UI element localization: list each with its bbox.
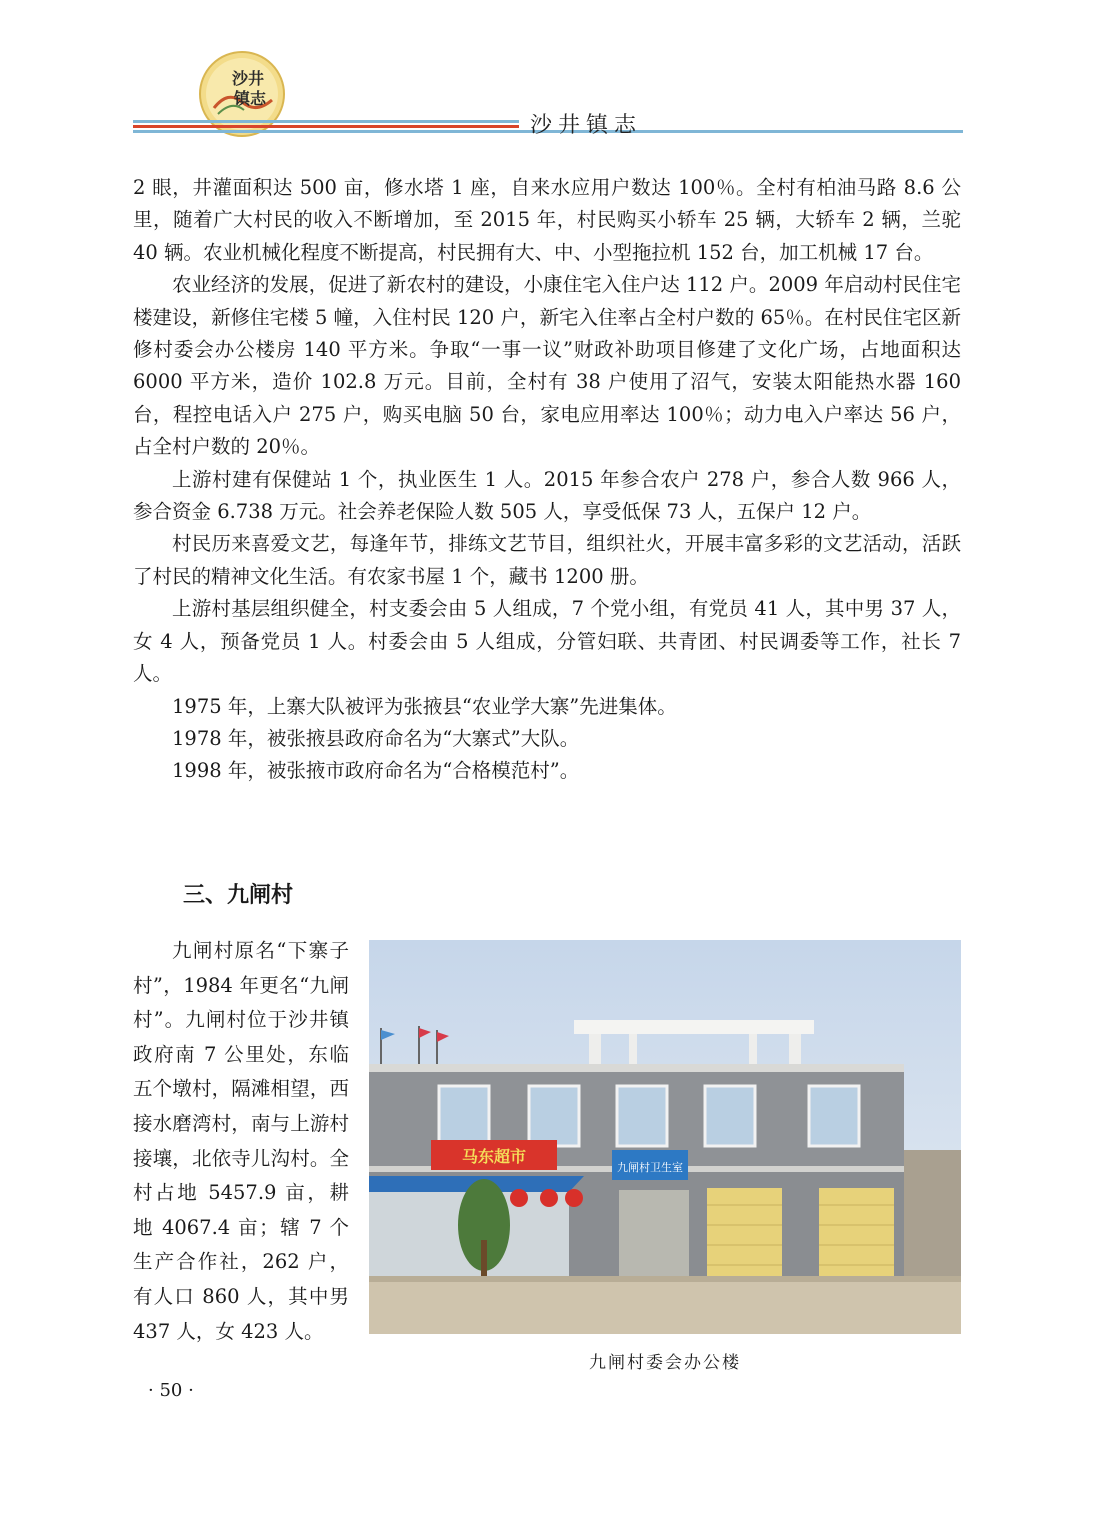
paragraph: 1975 年，上寨大队被评为张掖县“农业学大寨”先进集体。 xyxy=(172,694,677,718)
photo-caption: 九闸村委会办公楼 xyxy=(589,1353,741,1373)
paragraph: 1978 年，被张掖县政府命名为“大寨式”大队。 xyxy=(172,726,580,750)
running-header-title: 沙井镇志 xyxy=(530,113,643,138)
paragraph: 上游村建有保健站 1 个，执业医生 1 人。2015 年参合农户 278 户，参合人数 966 人，参合资金 6.738 万元。社会养老保险人数 505 人，享受低保 73 人，五保户 12 户。 xyxy=(133,467,961,524)
section-heading: 三、九闸村 xyxy=(183,883,294,908)
shop-sign: 马东超市 xyxy=(461,1147,527,1166)
paragraph: 2 眼，井灌面积达 500 亩，修水塔 1 座，自来水应用户数达 100％。全村有柏油马路 8.6 公里，随着广大村民的收入不断增加，至 2015 年，村民购买小轿车 25 辆，大轿车 2 辆，兰驼 40 辆。农业机械化程度不断提高，村民拥有大、中、小型拖拉机 152 台，加工机械 17 台。 xyxy=(133,176,961,264)
page-number: · 50 · xyxy=(148,1380,194,1401)
paragraph: 农业经济的发展，促进了新农村的建设，小康住宅入住户达 112 户。2009 年启动村民住宅楼建设，新修住宅楼 5 幢，入住村民 120 户，新宅入住率占全村户数的 65％。在村民住宅区新修村委会办公楼房 140 平方米。争取“一事一议”财政补助项目修建了文化广场，占地面积达 6000 平方米，造价 102.8 万元。目前，全村有 38 户使用了沼气，安装太阳能热水器 160 台，程控电话入户 275 户，购买电脑 50 台，家电应用率达 100％；动力电入户率达 56 户，占全村户数的 20％。 xyxy=(133,273,961,459)
svg-text:沙井: 沙井 xyxy=(231,69,265,88)
section-paragraph: 九闸村原名“下寨子村”，1984 年更名“九闸村”。九闸村位于沙井镇政府南 7 公里处，东临五个墩村，隔滩相望，西接水磨湾村，南与上游村接壤，北依寺儿沟村。全村占地 5457.9 亩，耕地 4067.4 亩；辖 7 个生产合作社，262 户，有人口 860 人，其中男 437 人，女 423 人。 xyxy=(133,939,349,1343)
village-office-photo xyxy=(369,940,961,1334)
paragraph: 1998 年，被张掖市政府命名为“合格模范村”。 xyxy=(172,759,580,783)
paragraph: 村民历来喜爱文艺，每逢年节，排练文艺节目，组织社火，开展丰富多彩的文艺活动，活跃了村民的精神文化生活。有农家书屋 1 个，藏书 1200 册。 xyxy=(133,532,961,588)
clinic-sign: 九闸村卫生室 xyxy=(617,1161,683,1174)
body-text xyxy=(133,172,961,788)
svg-text:镇志: 镇志 xyxy=(233,89,267,108)
paragraph: 上游村基层组织健全，村支委会由 5 人组成，7 个党小组，有党员 41 人，其中男 37 人，女 4 人，预备党员 1 人。村委会由 5 人组成，分管妇联、共青团、村民调委等工作，社长 7 人。 xyxy=(133,597,961,686)
